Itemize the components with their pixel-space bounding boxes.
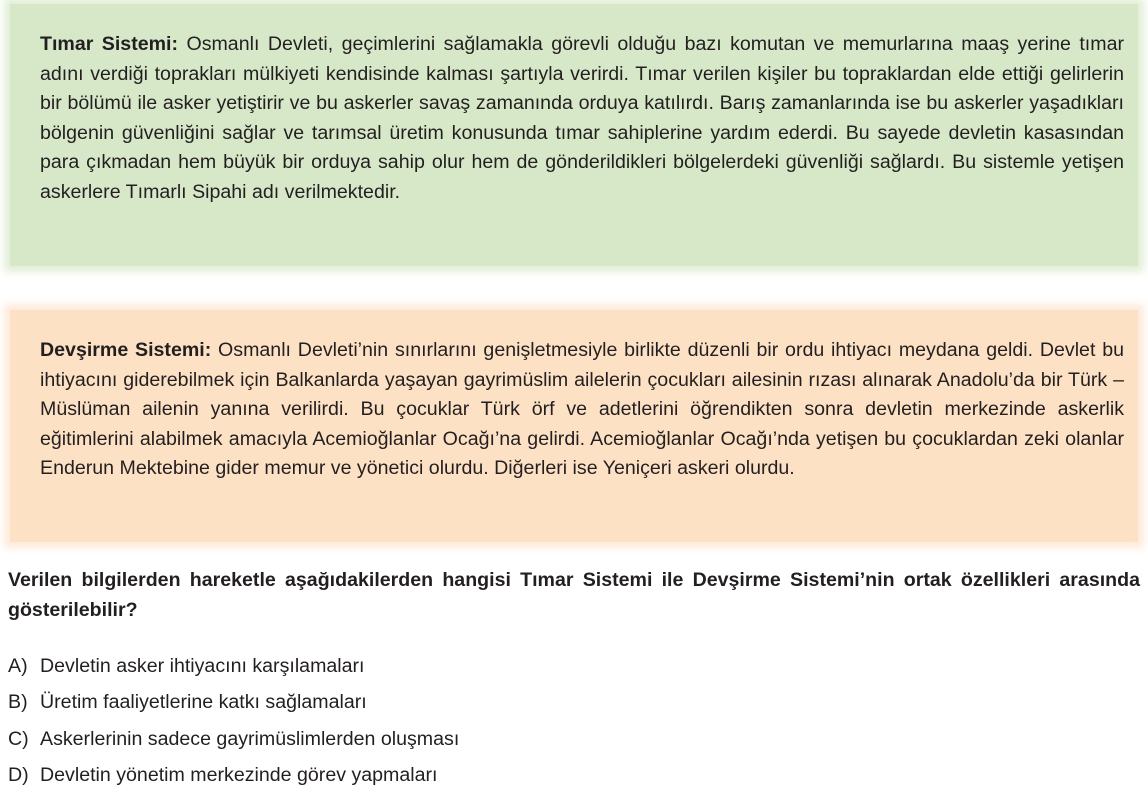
- timar-info-box: [10, 4, 1138, 266]
- answer-options: [8, 648, 459, 794]
- option-text: Askerlerinin sadece gayrimüslimlerden oluşması: [40, 727, 460, 750]
- devsirme-text: Osmanlı Devleti’nin sınırlarını genişletmesiyle birlikte düzenli bir ordu ihtiyacı meydana geldi. Devlet bu ihtiyacını giderebilmek için Balkanlarda yaşayan gayrimüslim ailelerin çocukları ailesinin rızası alınarak Anadolu’da bir Türk – Müslüman ailenin yanına verilirdi. Bu çocuklar Türk örf ve adetlerini öğrendikten sonra devletin merkezinde askerlik eğitimlerini alabilmek amacıyla Acemioğlanlar Ocağı’na gelirdi. Acemioğlanlar Ocağı’nda yetişen bu çocuklardan zeki olanlar Enderun Mektebine gider memur ve yönetici olurdu. Diğerleri ise Yeniçeri askeri olurdu.: [40, 339, 1124, 480]
- devsirme-info-box: [10, 310, 1138, 542]
- option-a[interactable]: [8, 648, 459, 684]
- devsirme-paragraph: [40, 336, 1124, 484]
- option-letter: D): [8, 764, 29, 787]
- timar-paragraph: [40, 30, 1124, 208]
- option-text: Üretim faaliyetlerine katkı sağlamaları: [40, 691, 367, 714]
- question-text: Verilen bilgilerden hareketle aşağıdakilerden hangisi Tımar Sistemi ile Devşirme Sistemi’nin ortak özellikleri arasında gösterilebilir?: [8, 569, 1140, 621]
- option-b[interactable]: [8, 684, 459, 720]
- option-c[interactable]: [8, 721, 459, 757]
- option-text: Devletin yönetim merkezinde görev yapmaları: [40, 764, 438, 787]
- option-letter: B): [8, 691, 28, 714]
- option-letter: C): [8, 727, 29, 750]
- option-letter: A): [8, 655, 28, 677]
- timar-term: Tımar Sistemi:: [40, 33, 179, 55]
- option-text: Devletin asker ihtiyacını karşılamaları: [40, 655, 365, 677]
- option-d[interactable]: [8, 757, 459, 793]
- devsirme-term: Devşirme Sistemi:: [40, 339, 212, 361]
- timar-text: Osmanlı Devleti, geçimlerini sağlamakla görevli olduğu bazı komutan ve memurlarına maaş yerine tımar adını verdiği toprakları mülkiyeti kendisinde kalması şartıyla verirdi. Tımar verilen kişiler bu topraklardan elde ettiği gelirlerin bir bölümü ile asker yetiştirir ve bu askerler savaş zamanında orduya katılırdı. Barış zamanlarında ise bu askerler yaşadıkları bölgenin güvenliğini sağlar ve tarımsal üretim konusunda tımar sahiplerine yardım ederdi. Bu sayede devletin kasasından para çıkmadan hem büyük bir orduya sahip olur hem de gönderildikleri bölgelerdeki güvenliği sağlardı. Bu sistemle yetişen askerlere Tımarlı Sipahi adı verilmektedir.: [40, 33, 1124, 203]
